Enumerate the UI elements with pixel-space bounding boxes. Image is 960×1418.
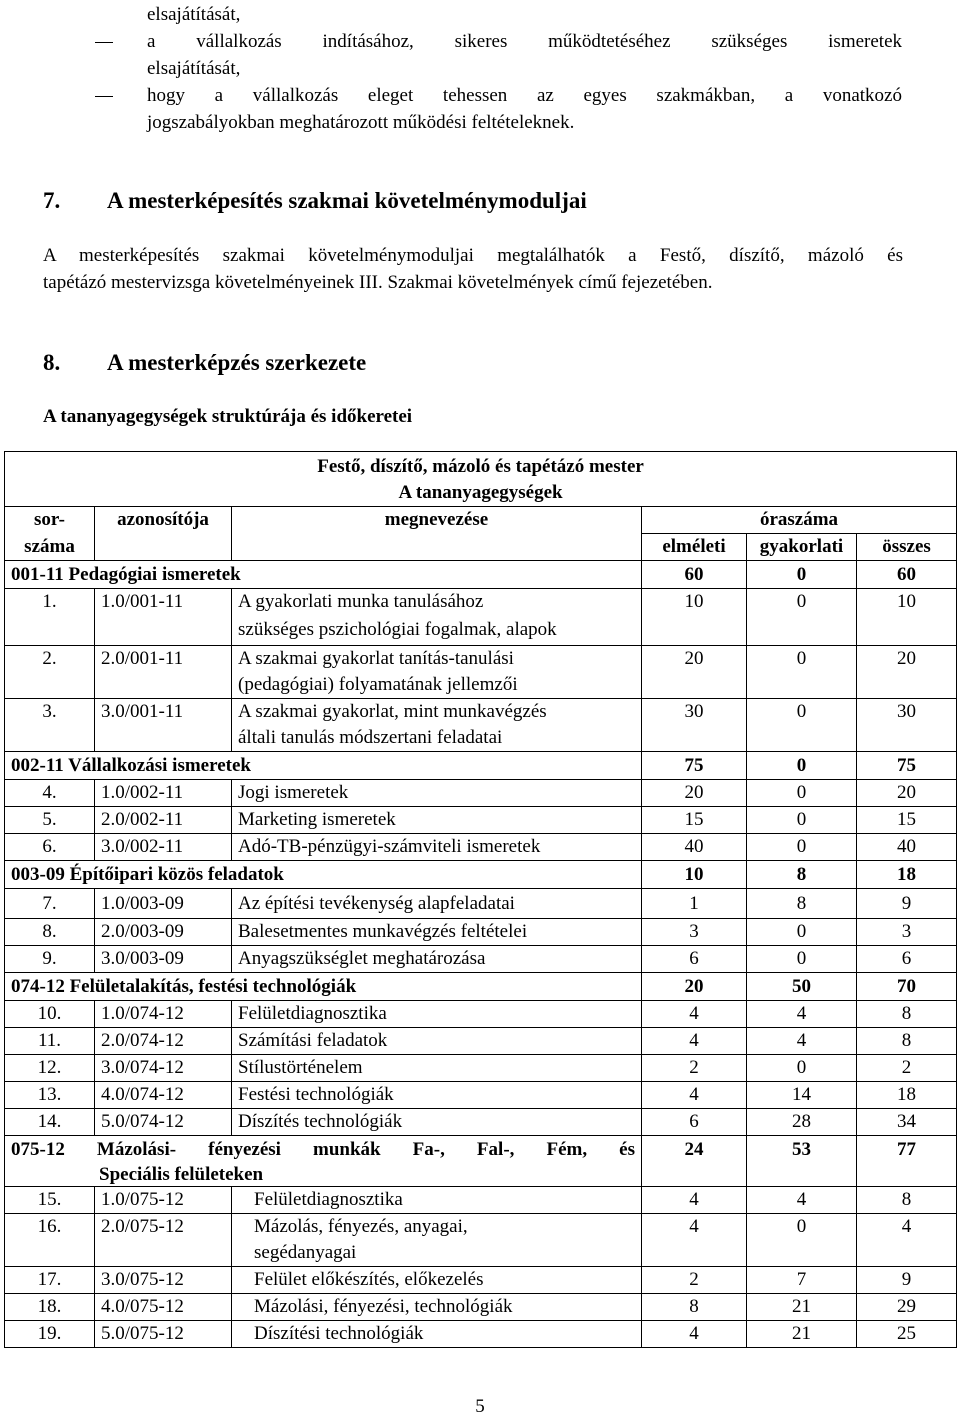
section-8-heading <box>43 349 366 377</box>
row-number: 3. <box>5 699 95 752</box>
group-title: 001-11 Pedagógiai ismeretek <box>5 561 642 589</box>
table-caption: A tananyagegységek struktúrája és időkeretei <box>43 406 413 427</box>
section-7-heading <box>43 187 587 215</box>
row-number: 4. <box>5 780 95 807</box>
row-gyakorlati: 0 <box>747 1214 857 1267</box>
row-name-line: (pedagógiai) folyamatának jellemzői <box>238 674 518 695</box>
row-name <box>232 646 642 699</box>
bullet-dash <box>95 96 113 97</box>
section-number: 7. <box>43 188 61 213</box>
row-osszes: 8 <box>857 1187 957 1214</box>
row-number: 18. <box>5 1294 95 1321</box>
row-gyakorlati: 8 <box>747 889 857 919</box>
row-name-line: A szakmai gyakorlat tanítás-tanulási <box>238 648 514 669</box>
row-elmeleti: 15 <box>642 807 747 834</box>
row-id: 3.0/075-12 <box>95 1267 232 1294</box>
section-number: 8. <box>43 350 61 375</box>
row-id: 1.0/003-09 <box>95 889 232 919</box>
table-row <box>5 646 957 699</box>
group-osszes: 75 <box>857 752 957 780</box>
row-elmeleti: 8 <box>642 1294 747 1321</box>
row-osszes: 34 <box>857 1109 957 1136</box>
group-row <box>5 752 957 780</box>
row-osszes: 3 <box>857 919 957 946</box>
table-row <box>5 1267 957 1294</box>
table-row <box>5 1082 957 1109</box>
row-name-line: A szakmai gyakorlat, mint munkavégzés <box>238 701 547 722</box>
table-row <box>5 1214 957 1267</box>
row-id: 2.0/001-11 <box>95 646 232 699</box>
row-gyakorlati: 4 <box>747 1001 857 1028</box>
group-title: 074-12 Felületalakítás, festési technológiák <box>5 973 642 1001</box>
group-osszes: 60 <box>857 561 957 589</box>
row-gyakorlati: 0 <box>747 1055 857 1082</box>
header-osszes: összes <box>857 534 957 561</box>
row-elmeleti: 1 <box>642 889 747 919</box>
row-gyakorlati: 0 <box>747 834 857 861</box>
group-elmeleti: 75 <box>642 752 747 780</box>
table-row <box>5 946 957 973</box>
row-osszes: 2 <box>857 1055 957 1082</box>
group-title-line: 075-12 Mázolási- fényezési munkák Fa-, Fal-, Fém, és <box>11 1139 635 1160</box>
row-name: Számítási feladatok <box>232 1028 642 1055</box>
group-row <box>5 1136 957 1187</box>
row-name: Felületdiagnosztika <box>232 1187 642 1214</box>
row-osszes: 20 <box>857 646 957 699</box>
table-row <box>5 589 957 646</box>
row-osszes: 30 <box>857 699 957 752</box>
row-id: 2.0/002-11 <box>95 807 232 834</box>
row-name-line: segédanyagai <box>254 1242 357 1263</box>
table-row <box>5 1001 957 1028</box>
row-osszes: 10 <box>857 589 957 646</box>
header-elmeleti: elméleti <box>642 534 747 561</box>
row-id: 3.0/001-11 <box>95 699 232 752</box>
row-name <box>232 699 642 752</box>
row-gyakorlati: 7 <box>747 1267 857 1294</box>
row-number: 6. <box>5 834 95 861</box>
table-subtitle: A tananyagegységek <box>398 482 563 503</box>
group-gyakorlati: 8 <box>747 861 857 889</box>
row-number: 5. <box>5 807 95 834</box>
table-row <box>5 889 957 919</box>
table-row <box>5 834 957 861</box>
row-osszes: 18 <box>857 1082 957 1109</box>
row-id: 3.0/002-11 <box>95 834 232 861</box>
curriculum-table <box>4 451 957 1348</box>
row-number: 13. <box>5 1082 95 1109</box>
row-name-line: Mázolás, fényezés, anyagai, <box>254 1216 468 1237</box>
group-elmeleti: 60 <box>642 561 747 589</box>
row-osszes: 9 <box>857 1267 957 1294</box>
row-elmeleti: 20 <box>642 646 747 699</box>
group-title <box>5 1136 642 1187</box>
row-number: 2. <box>5 646 95 699</box>
header-azonosito: azonosítója <box>95 507 232 561</box>
row-number: 9. <box>5 946 95 973</box>
table-title: Festő, díszítő, mázoló és tapétázó mester <box>317 456 644 477</box>
row-osszes: 29 <box>857 1294 957 1321</box>
bullet-text: hogy a vállalkozás eleget tehessen az egyes szakmákban, a vonatkozó <box>147 85 902 106</box>
header-gyakorlati: gyakorlati <box>747 534 857 561</box>
row-osszes: 20 <box>857 780 957 807</box>
row-gyakorlati: 21 <box>747 1294 857 1321</box>
row-gyakorlati: 21 <box>747 1321 857 1348</box>
row-gyakorlati: 0 <box>747 699 857 752</box>
table-row <box>5 1321 957 1348</box>
row-osszes: 40 <box>857 834 957 861</box>
table-row <box>5 699 957 752</box>
group-elmeleti: 10 <box>642 861 747 889</box>
row-elmeleti: 3 <box>642 919 747 946</box>
row-id: 5.0/074-12 <box>95 1109 232 1136</box>
row-gyakorlati: 0 <box>747 807 857 834</box>
group-row <box>5 561 957 589</box>
row-name: Felület előkészítés, előkezelés <box>232 1267 642 1294</box>
bullet-dash <box>95 42 113 43</box>
row-number: 1. <box>5 589 95 646</box>
bullet-text: jogszabályokban meghatározott működési feltételeknek. <box>147 112 575 133</box>
row-name: Felületdiagnosztika <box>232 1001 642 1028</box>
row-elmeleti: 4 <box>642 1321 747 1348</box>
group-osszes: 70 <box>857 973 957 1001</box>
row-number: 19. <box>5 1321 95 1348</box>
group-title-line: Speciális felületeken <box>99 1164 264 1185</box>
table-title-cell <box>5 452 957 507</box>
row-name: Adó-TB-pénzügyi-számviteli ismeretek <box>232 834 642 861</box>
row-id: 3.0/003-09 <box>95 946 232 973</box>
row-osszes: 8 <box>857 1001 957 1028</box>
table-row <box>5 1055 957 1082</box>
row-id: 4.0/074-12 <box>95 1082 232 1109</box>
row-name-line: általi tanulás módszertani feladatai <box>238 727 503 748</box>
row-elmeleti: 2 <box>642 1055 747 1082</box>
intro-line: elsajátítását, <box>147 4 241 25</box>
table-row <box>5 919 957 946</box>
section-title: A mesterképesítés szakmai követelménymoduljai <box>107 188 587 213</box>
group-elmeleti: 24 <box>642 1136 747 1187</box>
group-gyakorlati: 50 <box>747 973 857 1001</box>
row-name: Marketing ismeretek <box>232 807 642 834</box>
row-number: 7. <box>5 889 95 919</box>
header-oraszama: óraszáma <box>642 507 957 534</box>
row-osszes: 15 <box>857 807 957 834</box>
row-name: Stílustörténelem <box>232 1055 642 1082</box>
row-id: 1.0/075-12 <box>95 1187 232 1214</box>
page-number: 5 <box>475 1396 485 1417</box>
row-osszes: 9 <box>857 889 957 919</box>
row-name: Az építési tevékenység alapfeladatai <box>232 889 642 919</box>
row-elmeleti: 4 <box>642 1028 747 1055</box>
group-osszes: 18 <box>857 861 957 889</box>
group-elmeleti: 20 <box>642 973 747 1001</box>
row-name <box>232 1214 642 1267</box>
row-gyakorlati: 14 <box>747 1082 857 1109</box>
row-osszes: 8 <box>857 1028 957 1055</box>
table-row <box>5 1187 957 1214</box>
row-id: 5.0/075-12 <box>95 1321 232 1348</box>
header-sor: sor- <box>5 507 95 534</box>
row-osszes: 25 <box>857 1321 957 1348</box>
row-id: 1.0/074-12 <box>95 1001 232 1028</box>
row-number: 8. <box>5 919 95 946</box>
row-gyakorlati: 0 <box>747 946 857 973</box>
row-name: Jogi ismeretek <box>232 780 642 807</box>
row-number: 17. <box>5 1267 95 1294</box>
row-gyakorlati: 0 <box>747 780 857 807</box>
row-elmeleti: 40 <box>642 834 747 861</box>
row-number: 12. <box>5 1055 95 1082</box>
table-row <box>5 780 957 807</box>
header-szama: száma <box>5 534 95 561</box>
row-elmeleti: 4 <box>642 1001 747 1028</box>
group-gyakorlati: 0 <box>747 561 857 589</box>
row-elmeleti: 10 <box>642 589 747 646</box>
row-number: 10. <box>5 1001 95 1028</box>
group-title: 002-11 Vállalkozási ismeretek <box>5 752 642 780</box>
row-gyakorlati: 0 <box>747 646 857 699</box>
row-number: 14. <box>5 1109 95 1136</box>
row-id: 1.0/001-11 <box>95 589 232 646</box>
row-id: 2.0/075-12 <box>95 1214 232 1267</box>
row-name-line: A gyakorlati munka tanulásához <box>238 591 484 612</box>
table-row <box>5 1109 957 1136</box>
bullet-text: a vállalkozás indításához, sikeres működtetéséhez szükséges ismeretek <box>147 31 902 52</box>
row-number: 11. <box>5 1028 95 1055</box>
row-number: 15. <box>5 1187 95 1214</box>
row-elmeleti: 6 <box>642 1109 747 1136</box>
table-row <box>5 807 957 834</box>
row-id: 2.0/074-12 <box>95 1028 232 1055</box>
row-id: 1.0/002-11 <box>95 780 232 807</box>
group-row <box>5 973 957 1001</box>
row-elmeleti: 6 <box>642 946 747 973</box>
row-name: Anyagszükséglet meghatározása <box>232 946 642 973</box>
table-row <box>5 1028 957 1055</box>
row-elmeleti: 4 <box>642 1082 747 1109</box>
header-megnevezes: megnevezése <box>232 507 642 561</box>
row-gyakorlati: 28 <box>747 1109 857 1136</box>
row-name: Festési technológiák <box>232 1082 642 1109</box>
group-gyakorlati: 53 <box>747 1136 857 1187</box>
row-id: 4.0/075-12 <box>95 1294 232 1321</box>
row-elmeleti: 2 <box>642 1267 747 1294</box>
row-gyakorlati: 0 <box>747 589 857 646</box>
group-title: 003-09 Építőipari közös feladatok <box>5 861 642 889</box>
section-7-paragraph: A mesterképesítés szakmai követelménymoduljai megtalálhatók a Festő, díszítő, mázoló és <box>43 245 903 266</box>
group-gyakorlati: 0 <box>747 752 857 780</box>
row-name: Díszítési technológiák <box>232 1321 642 1348</box>
group-osszes: 77 <box>857 1136 957 1187</box>
section-7-paragraph: tapétázó mestervizsga követelményeinek III. Szakmai követelmények című fejezetében. <box>43 272 713 293</box>
row-elmeleti: 20 <box>642 780 747 807</box>
row-name: Mázolási, fényezési, technológiák <box>232 1294 642 1321</box>
row-name: Díszítés technológiák <box>232 1109 642 1136</box>
row-osszes: 4 <box>857 1214 957 1267</box>
row-elmeleti: 4 <box>642 1187 747 1214</box>
section-title: A mesterképzés szerkezete <box>107 350 367 375</box>
row-gyakorlati: 4 <box>747 1028 857 1055</box>
row-name <box>232 589 642 646</box>
row-id: 3.0/074-12 <box>95 1055 232 1082</box>
row-id: 2.0/003-09 <box>95 919 232 946</box>
row-name-line: szükséges pszichológiai fogalmak, alapok <box>238 619 557 640</box>
row-elmeleti: 4 <box>642 1214 747 1267</box>
bullet-text: elsajátítását, <box>147 58 241 79</box>
row-gyakorlati: 4 <box>747 1187 857 1214</box>
row-number: 16. <box>5 1214 95 1267</box>
row-gyakorlati: 0 <box>747 919 857 946</box>
row-elmeleti: 30 <box>642 699 747 752</box>
row-osszes: 6 <box>857 946 957 973</box>
row-name: Balesetmentes munkavégzés feltételei <box>232 919 642 946</box>
table-row <box>5 1294 957 1321</box>
group-row <box>5 861 957 889</box>
